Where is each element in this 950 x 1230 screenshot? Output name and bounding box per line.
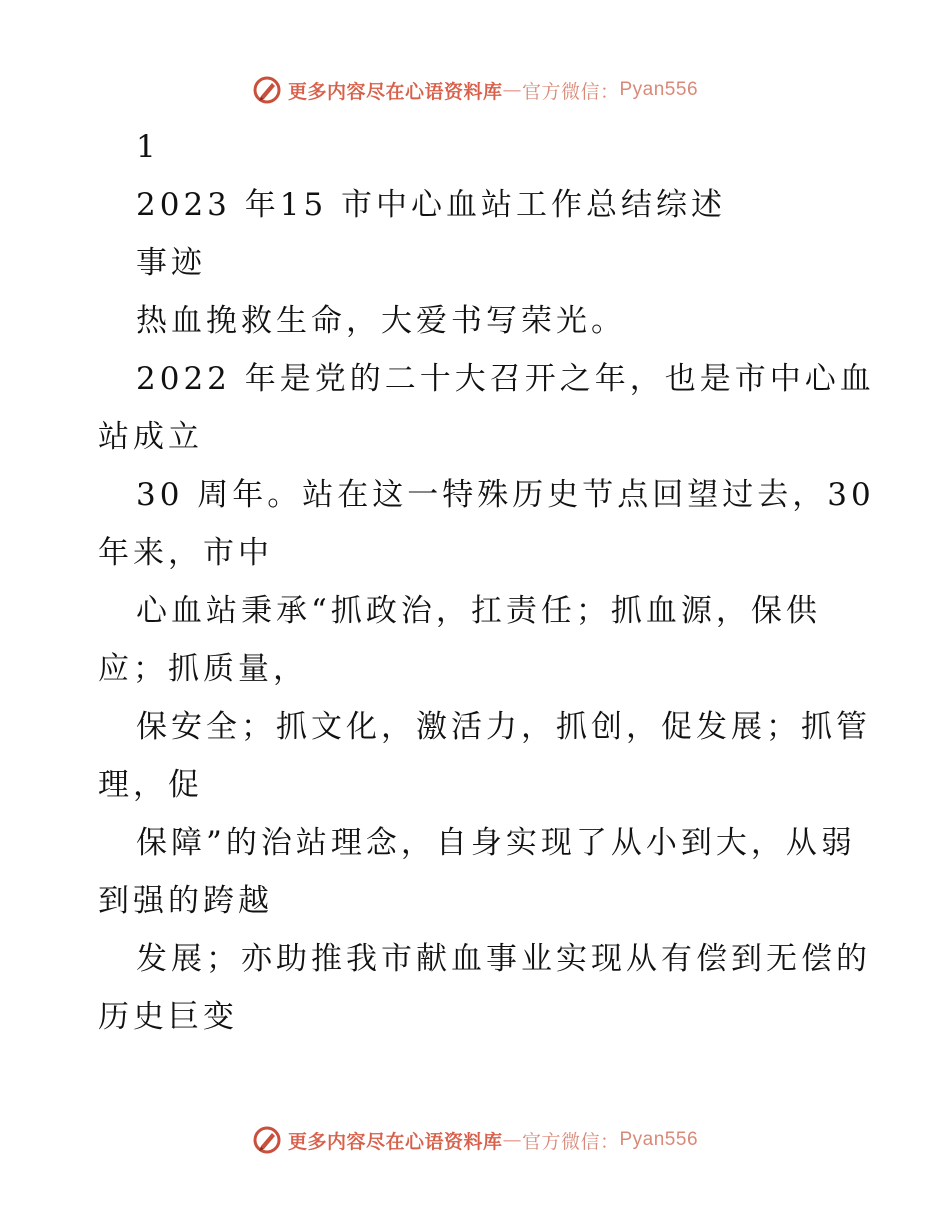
text-line: 到强的跨越 [98,883,273,919]
text-line: 应；抓质量， [98,651,308,687]
text-line: 历史巨变 [98,999,238,1035]
text-line: 2023 年15 市中心血站工作总结综述 [136,187,727,223]
text-line: 保安全；抓文化，激活力，抓创，促发展；抓管 [136,709,871,745]
text-line: 年来，市中 [98,535,273,571]
document-body [98,118,875,1046]
text-line: 事迹 [136,245,206,281]
text-line: 2022 年是党的二十大召开之年，也是市中心血 [136,361,875,397]
text-line: 热血挽救生命，大爱书写荣光。 [136,303,626,339]
banner-wechat-label: 官方微信： [521,1130,620,1153]
text-line: 心血站秉承“抓政治，扛责任；抓血源，保供 [136,593,821,629]
footer-banner [0,1122,950,1158]
text-line: 发展；亦助推我市献血事业实现从有偿到无偿的 [136,941,871,977]
text-line: 1 [136,129,160,165]
banner-wechat-label: 官方微信： [521,80,620,103]
text-line: 站成立 [98,419,203,455]
pen-circle-logo-icon [252,1125,282,1155]
pen-circle-logo-icon [252,75,282,105]
text-line: 保障”的治站理念，自身实现了从小到大，从弱 [136,825,856,861]
banner-title: 更多内容尽在心语资料库 [287,1130,503,1153]
header-banner [0,72,950,108]
banner-dash: — [502,1129,522,1151]
banner-wechat-id: Pyan556 [619,1129,699,1150]
banner-title: 更多内容尽在心语资料库 [287,80,503,103]
text-line: 30 周年。站在这一特殊历史节点回望过去，30 [136,477,875,513]
banner-dash: — [502,79,522,101]
text-line: 理，促 [98,767,203,803]
banner-wechat-id: Pyan556 [619,79,699,100]
